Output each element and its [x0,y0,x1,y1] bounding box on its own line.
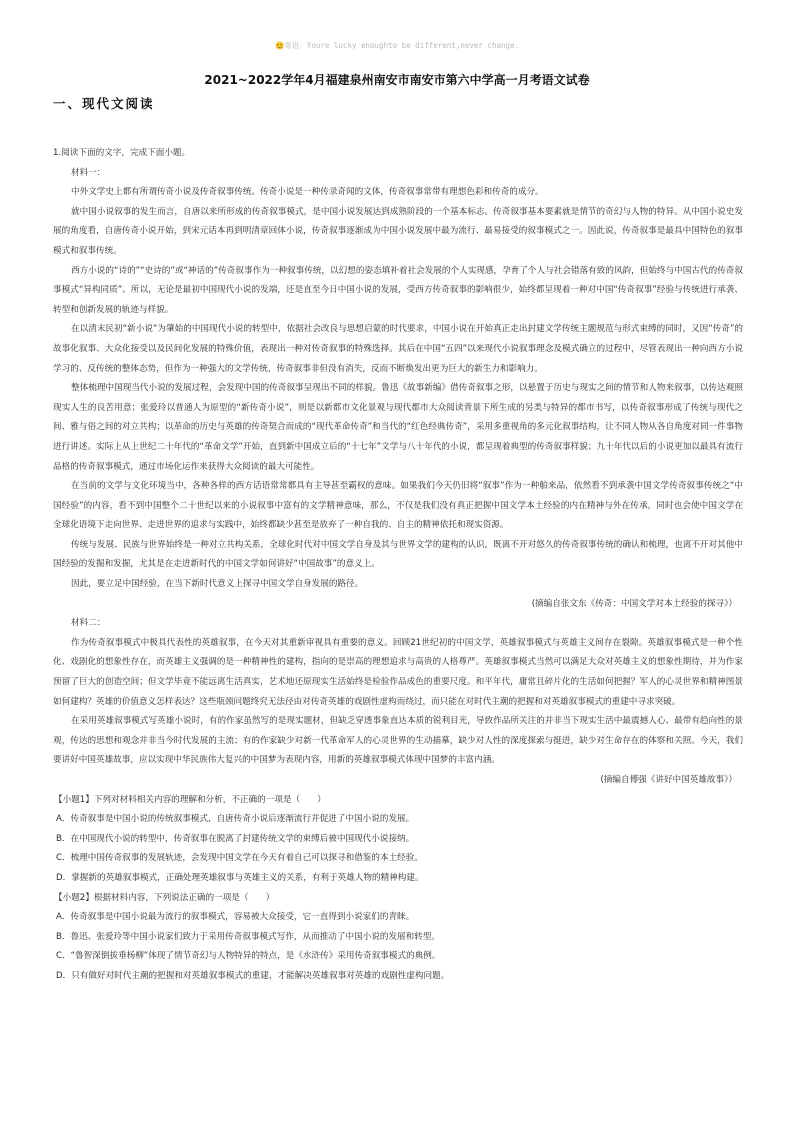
material-two-label: 材料二： [71,618,106,629]
paragraph: 在当前的文学与文化环境当中，各种各样的西方话语常常都具有主导甚至霸权的意味。如果我们今天仍旧将“叙事”作为一种舶来品，依然看不到承袭中国文学传奇叙事传统之“中国经验”的内容，看不到中国整个二十世纪以来的小说叙事中富有的文学精神意味，那么，不仅是我们没有真正把握中国文学本土经验的内在精神与外在传承，同时也会使中国文学在全球化语境下走向世界、走进世界的追求与实践中，始终都缺少甚至是放弃了一种自我的、自主的精神依托和现实资源。 [53,481,743,531]
exam-title: 2021~2022学年4月福建泉州南安市南安市第六中学高一月考语文试卷 [204,73,590,87]
paragraph: 传统与发展、民族与世界始终是一种对立共构关系，全球化时代对中国文学自身及其与世界文学的建构的认识，既离不开对悠久的传奇叙事传统的确认和梳理，也离不开对其他中国经验的发掘和发掘，尤其是在走进新时代的中国文学如何讲好“中国故事”的意义上。 [53,539,743,570]
question-stem: 【小题2】根据材料内容，下列说法正确的一项是（ ） [54,892,275,903]
option-a: A．传奇叙事是中国小说的传统叙事模式，自唐传奇小说后逐渐流行并促进了中国小说的发展。 [56,814,415,825]
paragraph: 西方小说的“诗的”“史诗的”或“神话的”传奇叙事作为一种叙事传统，以幻想的姿态填补着社会发展的个人实现感，孕育了个人与社会错落有致的风韵，但始终与中国古代的传奇叙事模式“异构同质”。所以，无论是最初中国现代小说的发端，还是直至今日中国小说的发展，受西方传奇叙事的影响很少，始终都呈现着一种对中国“传奇叙事”经验与传统进行承袭、转型和创新发展的轨迹与样貌。 [53,265,743,315]
material-one-label: 材料一： [71,167,106,178]
source-citation: (摘编自张文东《传奇：中国文学对本土经验的探寻》） [531,598,737,609]
question-stem: 【小题1】下列对材料相关内容的理解和分析，不正确的一项是（ ） [54,794,326,805]
paragraph: 在采用英雄叙事模式写英雄小说时，有的作家虽然写的是现实题材，但缺乏穿透事象直达本质的锐利目光，导致作品所关注的并非当下现实生活中最震撼人心、最带有趋向性的景观，传达的思想和观念并非当今时代发展的主流；有的作家缺少对新一代革命军人的心灵世界的生动描摹，缺少对人性的深度探索与挺进，缺少对生命存在的体察和关照。今天，我们要讲好中国英雄故事，应以实现中华民族伟大复兴的中国梦为表现内容，用新的英雄叙事模式体现中国梦的丰富内涵。 [53,716,743,766]
option-d: D．只有做好对时代主潮的把握和对英雄叙事模式的重建，才能解决英雄叙事对英雄的戏剧性虚构问题。 [56,970,450,981]
source-citation: (摘编自傅强《讲好中国英雄故事》） [600,775,737,785]
paragraph: 因此，要立足中国经验，在当下新时代意义上探寻中国文学自身发展的路径。 [71,579,364,590]
paragraph: 中外文学史上都有所谓传奇小说及传奇叙事传统。传奇小说是一种传录奇闻的文体，传奇叙事常带有理想色彩和传奇的成分。 [71,187,544,198]
paragraph: 在以清末民初“新小说”为肇始的中国现代小说的转型中，依据社会改良与思想启蒙的时代要求，中国小说在开始真正走出封建文学传统主题规范与形式束缚的同时，又因“传奇”的故事化叙事、大众化接受以及民间化发展的特殊价值，表现出一种对传奇叙事的特殊选择。其后在中国“五四”以来现代小说叙事理念及模式确立的过程中，尽管表现出一种向西方小说学习的、反传统的整体态势，但作为一种强大的文学传统，传奇叙事非但没有消失，反而不断焕发出更为巨大的新生力和影响力。 [53,324,743,374]
paragraph: 就中国小说叙事的发生而言，自唐以来所形成的传奇叙事模式，是中国小说发展达到成熟阶段的一个基本标志。传奇叙事基本要素就是情节的奇幻与人物的特异。从中国小说史发展的角度看，自唐传奇小说开始，到宋元话本再到明清章回体小说，传奇叙事逐渐成为中国小说发展中最为流行、最易接受的叙事模式之一。因此说，传奇叙事是最具中国特色的叙事模式和叙事传统。 [53,206,743,256]
paragraph: 作为传奇叙事模式中极具代表性的英雄叙事，在今天对其重新审视具有重要的意义。回顾21世纪初的中国文学，英雄叙事模式与英雄主义间存在裂隙。英雄叙事模式是一种个性化、戏剧化的想象性存在，而英雄主义强调的是一种精神性的建构，指向的是崇高的理想追求与高贵的人格尊严。英雄叙事模式当然可以满足大众对英雄主义的想象性期待，并为作家预留了巨大的创造空间；但文学毕竟不能远离生活真实，艺术地还原现实生活始终是检验作品成色的重要尺度。和平年代，庸常且碎片化的生活如何把握？军人的心灵世界和精神图景如何建构？英雄的价值意义怎样表达？这些瓶颈问题终究无法径由对传奇英雄的戏剧性虚构而绕过，而只能在对时代主潮的把握和对英雄叙事模式的重建中寻求突破。 [53,637,743,707]
option-a: A．传奇叙事是中国小说最为流行的叙事模式，容易被大众接受，它一直得到小说家们的青睐。 [56,912,415,923]
option-d: D．掌握新的英雄叙事模式，正确处理英雄叙事与英雄主义的关系，有利于英雄人物的精神构建。 [56,872,424,883]
option-b: B．在中国现代小说的转型中，传奇叙事在脱离了封建传统文学的束缚后被中国现代小说接纳。 [56,833,415,844]
option-c: C．梳理中国传奇叙事的发展轨迹，会发现中国文学在今天有着自己可以探寻和借鉴的本土经验。 [56,853,423,864]
paragraph: 整体梳理中国现当代小说的发展过程，会发现中国的传奇叙事呈现出不同的样貌。鲁迅《故事新编》借传奇叙事之形，以悬置于历史与现实之间的情节和人物来叙事，以传达观照现实人生的良苦用意；张爱玲以普通人为原型的“新传奇小说”，则是以新都市文化景观与现代都市大众阅读背景下所生成的另类与特异的都市书写，以传奇叙事形成了传统与现代之间、雅与俗之间的对立共构；以革命的历史与英雄的传奇契合而成的“现代革命传奇”和当代的“红色经典传奇”，采用多重视角的多元化叙事结构，让不同人物从各自角度对同一件事物进行讲述。实际上从上世纪二十年代的“革命文学”开始，直到新中国成立后的“十七年”文学与八十年代的小说，都呈现着典型的传奇叙事样貌；九十年代以后的小说更加以最具有流行品格的传奇叙事模式，通过市场化运作来获得大众阅读的最大可能性。 [53,383,743,472]
watermark: 😊寄语：Youre lucky enoughto be different,never change. [274,41,520,50]
section-heading: 一、现代文阅读 [53,96,155,111]
option-c: C．“鲁智深倒拔垂杨柳”体现了情节奇幻与人物特异的特点，是《水浒传》采用传奇叙事模式的典例。 [56,951,441,962]
reading-content [53,144,743,987]
option-b: B．鲁迅、张爱玲等中国小说家们致力于采用传奇叙事模式写作，从而推动了中国小说的发展和转型。 [56,931,441,942]
question-intro: 1.阅读下面的文字，完成下面小题。 [53,148,191,158]
